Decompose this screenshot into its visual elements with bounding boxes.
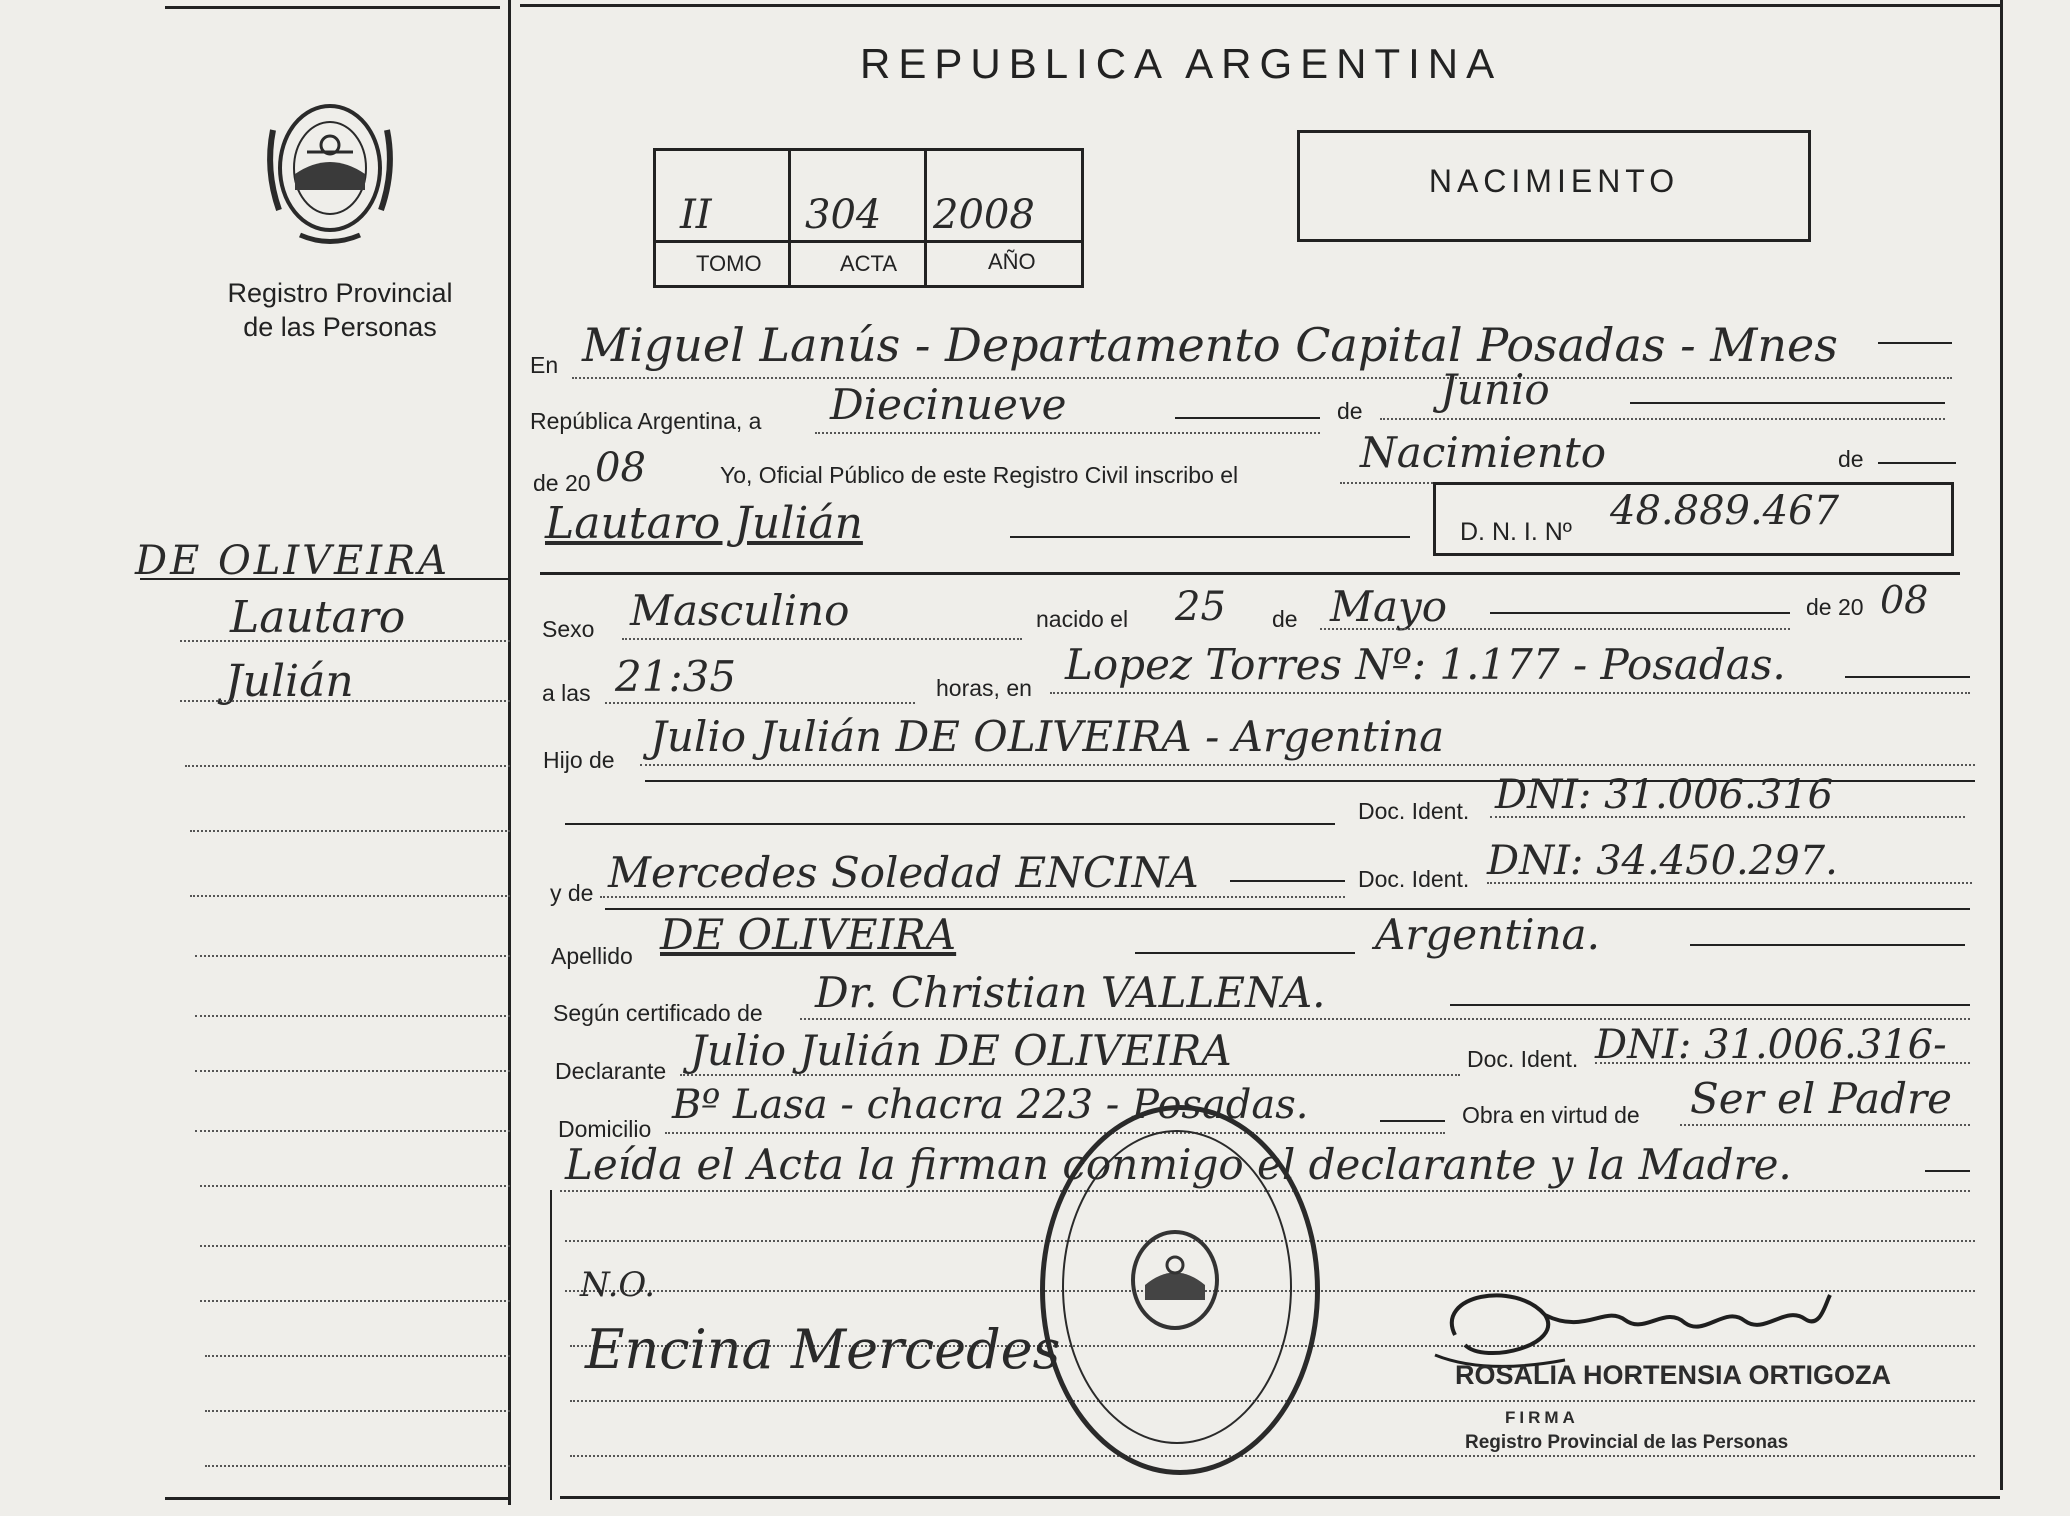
- fill-line: [1845, 676, 1970, 678]
- yde-label: y de: [550, 880, 594, 906]
- nacido-label: nacido el: [1036, 606, 1129, 632]
- acta-label: ACTA: [840, 251, 898, 276]
- margin-second-name: Julián: [225, 656, 354, 707]
- record-box-divider: [924, 148, 927, 285]
- horas-label: horas, en: [936, 675, 1032, 701]
- registry-name-line1: Registro Provincial: [227, 278, 453, 308]
- form-dotline: [605, 702, 915, 704]
- form-dotline: [1320, 628, 1790, 630]
- form-dotline: [815, 432, 1320, 434]
- father-doc: DNI: 31.006.316: [1495, 772, 1834, 818]
- fill-line: [1878, 342, 1952, 344]
- margin-underline: [140, 578, 510, 580]
- record-box-row-divider: [653, 240, 1081, 243]
- margin-dotline: [195, 1130, 510, 1132]
- top-border-left: [165, 6, 500, 9]
- birth-year-suffix: 08: [1880, 578, 1929, 622]
- child-name: Lautaro Julián: [545, 498, 863, 549]
- margin-dotline: [195, 1015, 510, 1017]
- de-label-3: de: [1272, 606, 1298, 632]
- form-dotline: [572, 377, 1952, 379]
- mother-name: Mercedes Soledad ENCINA: [608, 848, 1199, 897]
- margin-dotline: [180, 640, 510, 642]
- top-border-right: [520, 4, 2000, 7]
- margin-dotline: [185, 765, 510, 767]
- month-value: Junio: [1440, 365, 1550, 414]
- en-label: En: [530, 352, 559, 378]
- fill-line: [1380, 1120, 1445, 1122]
- year-suffix: 08: [595, 445, 646, 491]
- doc-ident-label-3: Doc. Ident.: [1467, 1046, 1579, 1072]
- dni-value: 48.889.467: [1610, 488, 1840, 534]
- form-dotline: [1680, 1124, 1970, 1126]
- right-border: [2000, 0, 2003, 1490]
- place-value: Miguel Lanús - Departamento Capital Posadas - Mnes: [582, 318, 1838, 372]
- margin-dotline: [195, 955, 510, 957]
- bottom-border: [560, 1496, 2000, 1499]
- nota-mark: N.O.: [580, 1265, 656, 1305]
- doc-ident-label: Doc. Ident.: [1358, 798, 1470, 824]
- provincial-crest-icon: [255, 90, 405, 250]
- document-title: REPUBLICA ARGENTINA: [860, 40, 1503, 87]
- form-dotline: [640, 764, 1975, 766]
- fill-line: [1690, 944, 1965, 946]
- form-dotline: [800, 1018, 1970, 1020]
- declarante-doc: DNI: 31.006.316-: [1595, 1022, 1947, 1068]
- dni-label: D. N. I. Nº: [1460, 518, 1572, 546]
- obra-label: Obra en virtud de: [1462, 1102, 1640, 1128]
- section-divider: [540, 572, 1960, 575]
- margin-dotline: [205, 1410, 510, 1412]
- hijo-label: Hijo de: [543, 747, 615, 773]
- form-dotline: [1487, 882, 1972, 884]
- mother-doc: DNI: 34.450.297.: [1487, 838, 1838, 884]
- fill-line: [1135, 952, 1355, 954]
- firma-label-stamp: FIRMA: [1505, 1408, 1579, 1427]
- declarante-value: Julio Julián DE OLIVEIRA: [690, 1026, 1232, 1075]
- margin-dotline: [200, 1185, 510, 1187]
- margin-dotline: [190, 895, 510, 897]
- margin-dotline: [195, 1070, 510, 1072]
- inner-margin-line: [550, 1190, 552, 1500]
- apellido-value: DE OLIVEIRA: [660, 910, 957, 959]
- form-dotline: [570, 1455, 1975, 1457]
- domicilio-value: Bº Lasa - chacra 223 - Posadas.: [672, 1082, 1309, 1128]
- alas-label: a las: [542, 680, 591, 706]
- domicilio-label: Domicilio: [558, 1116, 652, 1142]
- de-20-label: de 20: [533, 470, 591, 496]
- fill-line: [1230, 880, 1345, 882]
- margin-dotline: [200, 1245, 510, 1247]
- birth-place: Lopez Torres Nº: 1.177 - Posadas.: [1065, 640, 1786, 689]
- margin-dotline: [200, 1300, 510, 1302]
- form-dotline: [1490, 816, 1965, 818]
- fill-line: [1175, 417, 1320, 419]
- form-dotline: [665, 1132, 1445, 1134]
- fill-line: [1490, 612, 1790, 614]
- form-dotline: [1380, 418, 1945, 420]
- margin-surname: DE OLIVEIRA: [135, 538, 451, 584]
- seal-crest-icon: [1120, 1225, 1230, 1335]
- margin-dotline: [180, 700, 510, 702]
- tomo-label: TOMO: [696, 251, 762, 276]
- fill-line: [1878, 462, 1956, 464]
- form-dotline: [622, 638, 1022, 640]
- margin-dotline: [205, 1355, 510, 1357]
- record-type: NACIMIENTO: [1428, 163, 1680, 199]
- day-value: Diecinueve: [830, 380, 1067, 429]
- margin-dotline: [205, 1465, 510, 1467]
- birth-day: 25: [1175, 584, 1226, 630]
- sexo-value: Masculino: [630, 586, 850, 635]
- birth-month: Mayo: [1330, 582, 1448, 631]
- de-20-label-2: de 20: [1806, 594, 1864, 620]
- bottom-border-left: [165, 1497, 510, 1500]
- anio-value: 2008: [933, 192, 1035, 238]
- form-dotline: [1595, 1062, 1970, 1064]
- de-label-2: de: [1838, 446, 1864, 472]
- mother-signature: Encina Mercedes: [585, 1318, 1061, 1381]
- officer-name-stamp: ROSALIA HORTENSIA ORTIGOZA: [1455, 1360, 1891, 1390]
- officer-role-stamp: Registro Provincial de las Personas: [1465, 1432, 1789, 1453]
- de-label: de: [1337, 398, 1363, 424]
- fill-line: [1010, 536, 1410, 538]
- mother-nationality: Argentina.: [1375, 910, 1600, 959]
- certificate-value: Dr. Christian VALLENA.: [815, 968, 1326, 1017]
- declarante-label: Declarante: [555, 1058, 667, 1084]
- remarks: Leída el Acta la firman conmigo el declarante y la Madre.: [565, 1140, 1792, 1189]
- fill-line: [565, 823, 1335, 825]
- act-kind-value: Nacimiento: [1360, 428, 1607, 477]
- record-box-divider: [788, 148, 791, 285]
- republica-label: República Argentina, a: [530, 408, 762, 434]
- fill-line: [1630, 402, 1945, 404]
- form-dotline: [680, 1074, 1460, 1076]
- birth-time: 21:35: [615, 652, 737, 701]
- margin-dotline: [190, 830, 510, 832]
- margin-divider: [508, 0, 511, 1505]
- sexo-label: Sexo: [542, 616, 595, 642]
- fill-line: [1450, 1004, 1970, 1006]
- margin-first-name: Lautaro: [230, 592, 406, 643]
- oficial-label: Yo, Oficial Público de este Registro Civil inscribo el: [720, 462, 1239, 488]
- fill-line: [1925, 1170, 1970, 1172]
- obra-value: Ser el Padre: [1690, 1074, 1952, 1123]
- doc-ident-label-2: Doc. Ident.: [1358, 866, 1470, 892]
- registry-name-line2: de las Personas: [243, 312, 437, 342]
- segun-label: Según certificado de: [553, 1000, 763, 1026]
- tomo-value: II: [680, 192, 712, 238]
- apellido-label: Apellido: [551, 943, 633, 969]
- father-name: Julio Julián DE OLIVEIRA - Argentina: [650, 712, 1445, 761]
- form-dotline: [1050, 692, 1970, 694]
- form-dotline: [600, 896, 1345, 898]
- acta-value: 304: [805, 192, 882, 238]
- anio-label: AÑO: [988, 249, 1036, 274]
